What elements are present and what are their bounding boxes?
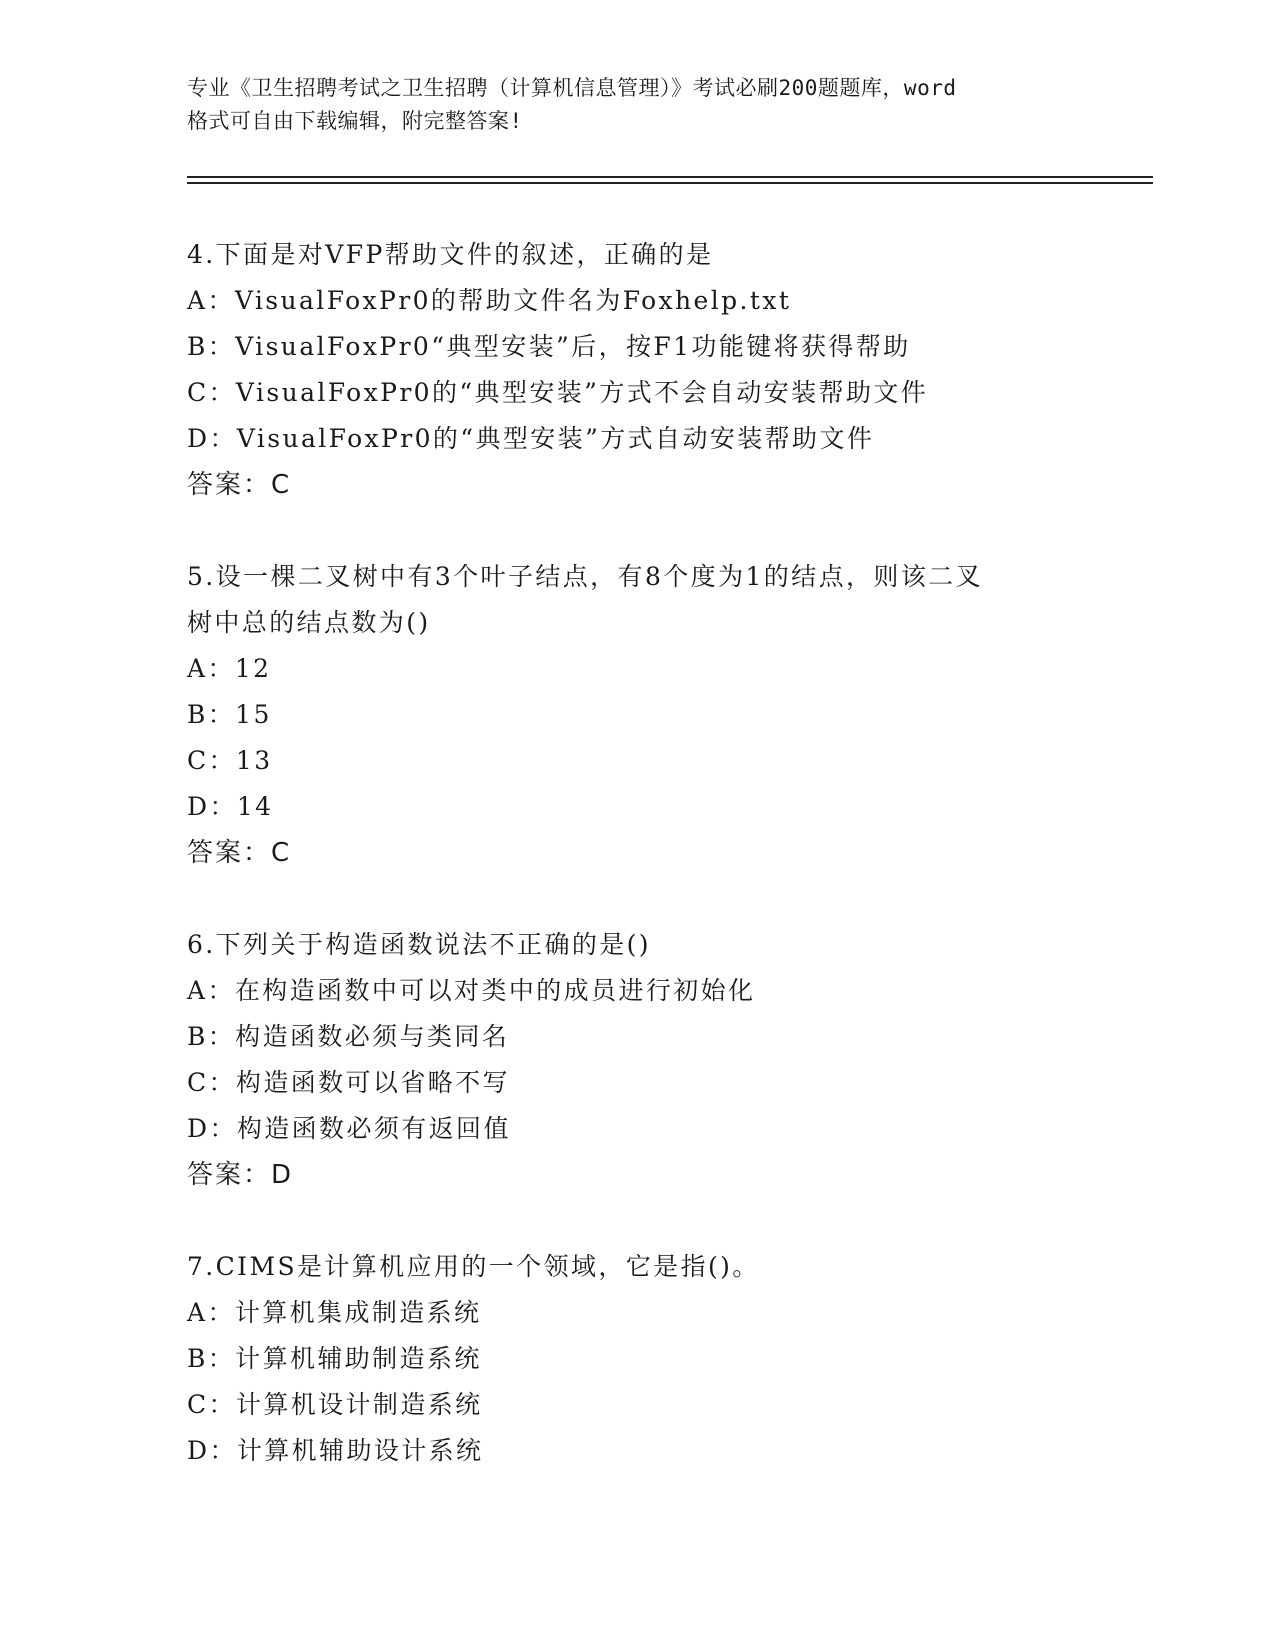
- question-stem: 4.下面是对VFP帮助文件的叙述，正确的是: [187, 240, 714, 269]
- header-divider-top: [187, 176, 1153, 178]
- question-4: [187, 232, 1087, 508]
- question-6: [187, 922, 1087, 1198]
- question-stem: 7.CIMS是计算机应用的一个领域，它是指()。: [187, 1252, 760, 1281]
- option-c: C：VisualFoxPr0的“典型安装”方式不会自动安装帮助文件: [187, 378, 929, 407]
- option-d: D：计算机辅助设计系统: [187, 1436, 484, 1465]
- question-5: [187, 554, 1087, 876]
- header-divider-bottom: [187, 182, 1153, 184]
- option-c: C：构造函数可以省略不写: [187, 1068, 510, 1097]
- answer-label: 答案：C: [187, 838, 292, 868]
- question-stem: 6.下列关于构造函数说法不正确的是(): [187, 930, 651, 959]
- option-b: B：计算机辅助制造系统: [187, 1344, 482, 1373]
- option-b: B：VisualFoxPr0“典型安装”后，按F1功能键将获得帮助: [187, 332, 911, 361]
- answer-label: 答案：D: [187, 1160, 294, 1190]
- document-header: [187, 72, 1087, 138]
- option-c: C：13: [187, 746, 273, 775]
- option-d: D：构造函数必须有返回值: [187, 1114, 511, 1143]
- option-b: B：15: [187, 700, 272, 729]
- option-a: A：计算机集成制造系统: [187, 1298, 482, 1327]
- answer-label: 答案：C: [187, 470, 292, 500]
- header-line-2: 格式可自由下载编辑，附完整答案!: [187, 109, 523, 133]
- question-stem-continued: 树中总的结点数为(): [187, 608, 431, 637]
- question-stem: 5.设一棵二叉树中有3个叶子结点，有8个度为1的结点，则该二叉: [187, 562, 983, 591]
- header-line-1: 专业《卫生招聘考试之卫生招聘（计算机信息管理）》考试必刷200题题库，word: [187, 76, 957, 100]
- option-a: A：12: [187, 654, 272, 683]
- option-d: D：VisualFoxPr0的“典型安装”方式自动安装帮助文件: [187, 424, 875, 453]
- option-a: A：VisualFoxPr0的帮助文件名为Foxhelp.txt: [187, 286, 792, 315]
- option-a: A：在构造函数中可以对类中的成员进行初始化: [187, 976, 756, 1005]
- option-c: C：计算机设计制造系统: [187, 1390, 483, 1419]
- question-7: [187, 1244, 1087, 1474]
- option-d: D：14: [187, 792, 274, 821]
- question-list: [187, 232, 1087, 1520]
- option-b: B：构造函数必须与类同名: [187, 1022, 510, 1051]
